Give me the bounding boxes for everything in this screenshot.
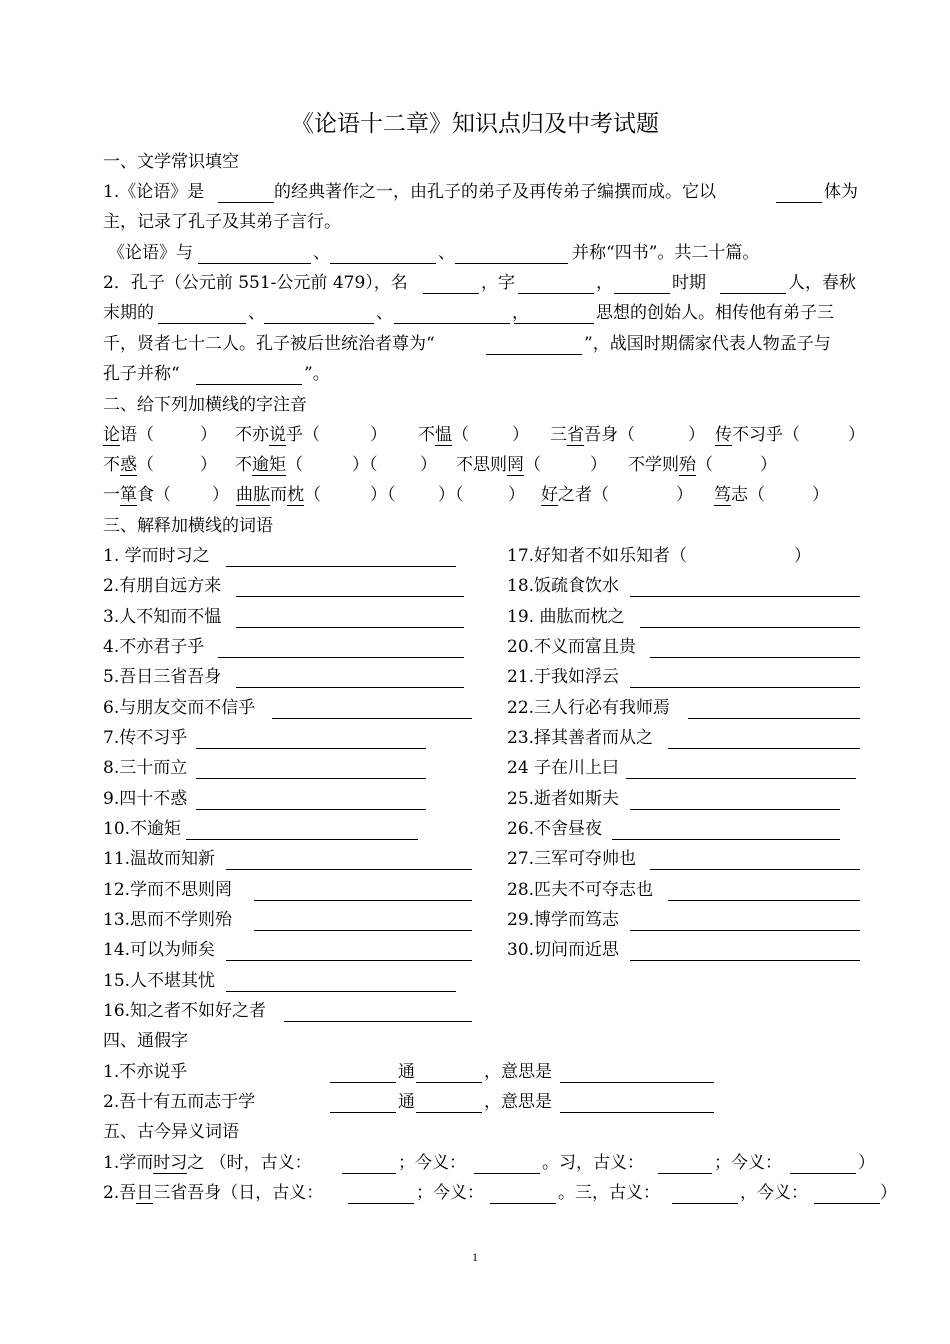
item-text: 三 [550,425,567,445]
left-item-4: 4.不亦君子乎 [103,637,205,657]
underlined-char: 逾 [252,455,269,475]
item-text: 不亦 [235,425,269,445]
right-item-17: 17.好知者不如乐知者（ [507,546,688,566]
left-item-7: 7.传不习乎 [103,728,188,748]
answer-line[interactable] [630,596,860,597]
q1-text-b: 的经典著作之一，由孔子的弟子及再传弟子编撰而成。它以 [274,182,716,202]
q2-blank-period[interactable] [614,293,670,294]
answer-line[interactable] [186,839,418,840]
paren-open: （ [618,425,635,445]
left-item-5: 5.吾日三省吾身 [103,667,222,687]
paren-open: （ [303,425,320,445]
answer-line[interactable] [254,900,472,901]
paren-close: ） [212,485,229,505]
underlined-char: 笃 [714,485,731,505]
q2-blank-3[interactable] [394,323,510,324]
item-text: 食 [137,485,154,505]
paren-pair [438,485,464,505]
answer-line[interactable] [254,930,472,931]
q2-blank-2[interactable] [264,323,374,324]
item-text: 不学则 [628,455,679,475]
q2-text-e: 末期的 [103,303,154,323]
underlined-char: 论 [103,425,120,445]
q1-text-c: 体为 [824,182,858,202]
underlined-char: 愠 [435,425,452,445]
paren-close: ） [370,425,387,445]
item-text: ） [858,1153,875,1173]
underlined-char: 罔 [507,455,524,475]
answer-line[interactable] [272,718,472,719]
gujin-blank[interactable] [342,1173,396,1174]
item-text: ；今义： [398,1153,466,1173]
right-item-21: 21.于我如浮云 [507,667,620,687]
answer-line[interactable] [630,809,840,810]
right-item-30: 30.切问而近思 [507,940,620,960]
answer-line[interactable] [650,869,860,870]
answer-line[interactable] [196,748,426,749]
q2-text-g: 千，贤者七十二人。孔子被后世统治者尊为“ [103,334,435,354]
paren-open: （ [524,455,541,475]
pinyin-item [418,425,469,445]
paren-open: （ [455,485,464,505]
answer-line[interactable] [630,930,860,931]
pinyin-item [550,425,635,445]
paren-open: （ [137,455,154,475]
underlined-char: 说 [269,425,286,445]
paren-open: （ [696,455,713,475]
left-item-8: 8.三十而立 [103,758,188,778]
pinyin-item [456,455,541,475]
paren-close: ） [760,455,777,475]
section-heading-4: 四、通假字 [103,1031,188,1051]
tongjia-blank[interactable] [330,1082,396,1083]
q2-text-j: ”。 [304,364,330,384]
paren-close: ） [438,485,455,505]
underlined-char: 时习 [153,1153,188,1173]
tongjia-item-1: 1.不亦说乎 [103,1062,188,1082]
q1-blank-5[interactable] [455,263,568,264]
q2-blank-name[interactable] [423,293,479,294]
tongjia-blank[interactable] [416,1112,482,1113]
paren-pair [370,485,396,505]
pinyin-item [103,425,154,445]
left-item-14: 14.可以为师矣 [103,940,216,960]
answer-line[interactable] [688,718,860,719]
page-number: 1 [472,1250,478,1264]
item-text: 三省吾身（日，古义： [153,1183,324,1203]
underlined-char: 好 [541,485,558,505]
paren-open: （ [387,485,396,505]
paren-close: ） [794,546,811,566]
meaning-label: ，意思是 [484,1062,552,1082]
underlined-char: 传 [715,425,732,445]
q1-text-a: 1.《论语》是 [103,182,205,202]
answer-line[interactable] [650,657,860,658]
paren-close: ） [676,485,693,505]
paren-open: （ [592,485,609,505]
item-text: 不 [103,455,120,475]
underlined-char: 殆 [679,455,696,475]
gujin-blank[interactable] [348,1203,414,1204]
left-item-12: 12.学而不思则罔 [103,880,233,900]
answer-line[interactable] [196,778,426,779]
right-item-27: 27.三军可夺帅也 [507,849,637,869]
right-item-18: 18.饭疏食饮水 [507,576,620,596]
q2-text-d: 人，春秋 [788,273,856,293]
separator: 、 [376,303,393,323]
item-text: 语 [120,425,137,445]
underlined-char: 箪 [120,485,137,505]
answer-line[interactable] [226,991,456,992]
underlined-char: 惑 [120,455,137,475]
gujin-blank[interactable] [474,1173,540,1174]
paren-open: （ [304,485,321,505]
q2-blank-5[interactable] [486,354,582,355]
answer-line[interactable] [668,900,860,901]
page-title: 《论语十二章》知识点归及中考试题 [291,111,659,137]
pinyin-item [715,425,800,445]
right-item-23: 23.择其善者而从之 [507,728,654,748]
paren-close: ） [352,455,369,475]
item-text: 不习乎 [732,425,783,445]
answer-line[interactable] [668,748,860,749]
left-item-1: 1. 学而时习之 [103,546,210,566]
paren-close: ） [200,455,217,475]
paren-close: ） [420,455,437,475]
q1-text-f: 并称“四书”。共二十篇。 [572,243,760,263]
pinyin-item [541,485,609,505]
answer-line[interactable] [196,809,426,810]
paren-close: ） [370,485,387,505]
answer-line[interactable] [236,596,464,597]
answer-line[interactable] [218,657,464,658]
right-item-29: 29.博学而笃志 [507,910,620,930]
item-text: ；今义： [714,1153,782,1173]
meaning-label: ，意思是 [484,1092,552,1112]
gujin-blank[interactable] [658,1173,712,1174]
answer-line[interactable] [226,869,472,870]
gujin-item-2 [103,1183,323,1203]
paren-open: （ [137,425,154,445]
separator: 、 [248,303,265,323]
item-text: ） [880,1183,897,1203]
q1-text-d: 主，记录了孔子及其弟子言行。 [103,212,341,232]
pinyin-item [103,485,171,505]
right-item-24: 24 子在川上曰 [507,758,620,778]
q2-blank-1[interactable] [158,323,246,324]
answer-line[interactable] [284,1021,472,1022]
item-text: ；今义： [416,1183,484,1203]
tongjia-item-2: 2.吾十有五而志于学 [103,1092,256,1112]
item-text: 不 [235,455,252,475]
paren-close: ） [812,485,829,505]
underlined-char: 枕 [287,485,304,505]
q2-text-b: ，字 [481,273,515,293]
item-text: 志 [731,485,748,505]
paren-close: ） [200,425,217,445]
q2-text-h: ”，战国时期儒家代表人物孟子与 [584,334,831,354]
gujin-blank[interactable] [814,1203,880,1204]
item-text: 乎 [286,425,303,445]
answer-line[interactable] [612,839,840,840]
q2-blank-place[interactable] [720,293,786,294]
pinyin-item [714,485,765,505]
q2-text-a: 2．孔子（公元前 551-公元前 479），名 [103,273,408,293]
answer-line[interactable] [236,687,464,688]
right-item-26: 26.不舍昼夜 [507,819,603,839]
gujin-blank[interactable] [790,1173,856,1174]
left-item-9: 9.四十不惑 [103,789,188,809]
q1-blank-1[interactable] [218,202,274,203]
answer-line[interactable] [630,687,860,688]
paren-close: ） [512,425,529,445]
paren-open: （ [154,485,171,505]
paren-open: （ [748,485,765,505]
paren-close: ） [508,485,525,505]
underlined-char: 省 [567,425,584,445]
item-text: 。三，古义： [558,1183,660,1203]
section-heading-3: 三、解释加横线的词语 [103,516,273,536]
tongjia-blank[interactable] [560,1082,714,1083]
answer-line[interactable] [626,778,856,779]
q2-blank-6[interactable] [196,384,302,385]
left-item-13: 13.思而不学则殆 [103,910,233,930]
tong-label: 通 [398,1062,415,1082]
q2-text-f: 思想的创始人。相传他有弟子三 [596,303,834,323]
answer-line[interactable] [640,627,860,628]
item-text: 。习，古义： [542,1153,644,1173]
right-item-25: 25.逝者如斯夫 [507,789,620,809]
right-item-19: 19. 曲肱而枕之 [507,607,625,627]
gujin-blank[interactable] [672,1203,738,1204]
left-item-2: 2.有朋自远方来 [103,576,222,596]
section-heading-1: 一、文学常识填空 [103,152,239,172]
tongjia-blank[interactable] [416,1082,482,1083]
left-item-10: 10.不逾矩 [103,819,182,839]
item-text: 而 [270,485,287,505]
left-item-15: 15.人不堪其忧 [103,971,216,991]
underlined-char: 日 [136,1183,154,1203]
left-item-16: 16.知之者不如好之者 [103,1001,267,1021]
left-item-11: 11.温故而知新 [103,849,216,869]
left-item-6: 6.与朋友交而不信乎 [103,698,256,718]
item-text: 之者 [558,485,592,505]
underlined-char: 曲肱 [236,485,270,505]
left-item-3: 3.人不知而不愠 [103,607,222,627]
q2-blank-4[interactable] [514,323,594,324]
paren-close: ） [590,455,607,475]
paren-open: （ [783,425,800,445]
item-text: ，今义： [740,1183,808,1203]
separator: 、 [313,243,330,263]
answer-line[interactable] [226,566,456,567]
section-heading-2: 二、给下列加横线的字注音 [103,395,307,415]
tongjia-blank[interactable] [560,1112,714,1113]
q2-blank-zi[interactable] [518,293,594,294]
pinyin-item [628,455,713,475]
item-text: 之 （时，古义： [187,1153,312,1173]
paren-open: （ [452,425,469,445]
pinyin-item [235,425,320,445]
paren-close: ） [688,425,705,445]
answer-line[interactable] [630,960,860,961]
paren-close: ） [848,425,865,445]
q1-text-e: 《论语》与 [108,243,193,263]
comma: ， [596,273,613,293]
q2-text-i: 孔子并称“ [103,364,180,384]
paren-pair [352,455,378,475]
item-text: 不 [418,425,435,445]
pinyin-item [236,485,321,505]
q1-blank-4[interactable] [330,263,436,264]
pinyin-item [103,455,154,475]
item-text: 吾身 [584,425,618,445]
right-item-28: 28.匹夫不可夺志也 [507,880,654,900]
q1-blank-2[interactable] [776,202,822,203]
answer-line[interactable] [226,960,472,961]
paren-open: （ [369,455,378,475]
tong-label: 通 [398,1092,415,1112]
answer-line[interactable] [236,627,464,628]
tongjia-blank[interactable] [330,1112,396,1113]
gujin-item-1 [103,1153,312,1173]
right-item-20: 20.不义而富且贵 [507,637,637,657]
comma: ， [512,303,529,323]
separator: 、 [438,243,455,263]
item-text: 不思则 [456,455,507,475]
section-heading-5: 五、古今异义词语 [103,1122,239,1142]
underlined-char: 矩 [269,455,286,475]
item-text: 2.吾 [103,1183,137,1203]
item-text: 1.学而 [103,1153,154,1173]
q2-text-c: 时期 [672,273,706,293]
paren-open: （ [286,455,303,475]
item-text: 一 [103,485,120,505]
right-item-22: 22.三人行必有我师焉 [507,698,671,718]
gujin-blank[interactable] [490,1203,556,1204]
pinyin-item [235,455,303,475]
q1-blank-3[interactable] [198,263,311,264]
